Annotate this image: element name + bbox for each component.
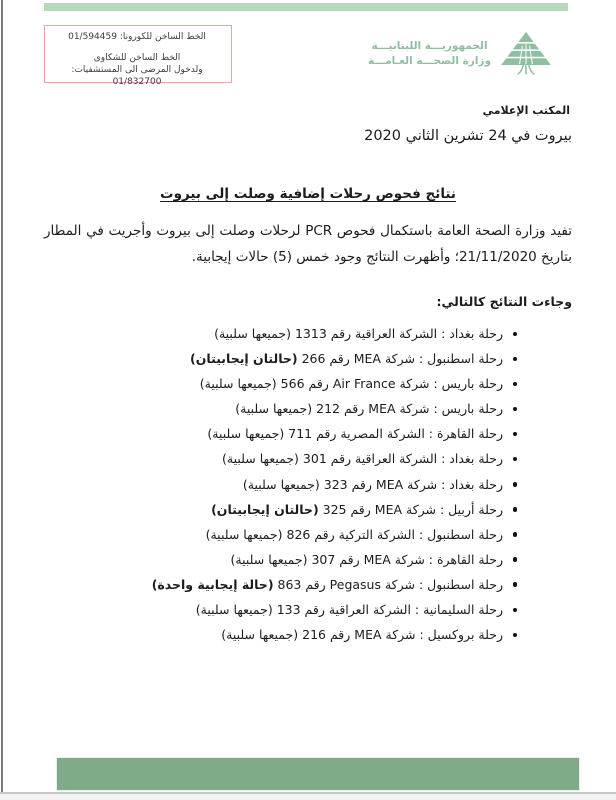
footer-green-bar bbox=[56, 757, 580, 791]
bullet-icon bbox=[513, 432, 518, 437]
flight-result: (حالتان إيجابيتان) bbox=[211, 501, 319, 517]
flight-result: (جميعها سلبية) bbox=[199, 376, 277, 392]
flight-result: (جميعها سلبية) bbox=[221, 627, 299, 643]
flight-result: (جميعها سلبية) bbox=[230, 551, 308, 567]
bullet-icon bbox=[513, 332, 518, 337]
flight-label: رحلة بغداد : الشركة العراقية رقم 301 bbox=[298, 451, 503, 467]
bullet-icon bbox=[513, 507, 518, 512]
flight-list-item bbox=[60, 547, 519, 572]
flight-list-item bbox=[60, 597, 519, 622]
ministry-logo-text bbox=[368, 39, 491, 69]
flight-result: (حالتان إيجابيتان) bbox=[190, 351, 298, 367]
document-title: نتائج فحوص رحلات إضافية وصلت إلى بيروت bbox=[160, 186, 456, 202]
flight-list-item bbox=[60, 396, 519, 421]
bullet-icon bbox=[513, 407, 518, 412]
bullet-icon bbox=[513, 382, 518, 387]
page-bottom-background bbox=[0, 794, 616, 800]
flight-result: (حالة إيجابية واحدة) bbox=[151, 576, 274, 592]
flight-label: رحلة اسطنبول : شركة Pegasus رقم 863 bbox=[273, 576, 503, 592]
flight-label: رحلة السليمانية : الشركة العراقية رقم 133 bbox=[272, 602, 503, 618]
complaints-hotline-line1: الخط الساخن للشكاوى bbox=[93, 53, 181, 63]
flight-label: رحلة باريس : شركة Air France رقم 566 bbox=[276, 376, 503, 392]
dateline: بيروت في 24 تشرين الثاني 2020 bbox=[364, 128, 572, 144]
flight-result: (جميعها سلبية) bbox=[207, 426, 285, 442]
flight-list-item bbox=[60, 472, 519, 497]
flight-label: رحلة اسطنبول : شركة MEA رقم 266 bbox=[297, 351, 503, 367]
header-green-bar bbox=[44, 3, 568, 11]
flight-label: رحلة القاهرة : شركة MEA رقم 307 bbox=[307, 551, 503, 567]
flight-label: رحلة بغداد : شركة MEA رقم 323 bbox=[319, 476, 503, 492]
logo-line-ministry: وزارة الصحـــة العـامـــة bbox=[368, 55, 491, 67]
flight-list-item bbox=[60, 572, 519, 597]
flight-list-item bbox=[60, 421, 519, 446]
cedar-tree-icon bbox=[498, 31, 554, 77]
flight-result: (جميعها سلبية) bbox=[195, 602, 273, 618]
flight-list-item bbox=[60, 622, 519, 647]
bullet-icon bbox=[513, 457, 518, 462]
ministry-logo bbox=[368, 31, 554, 77]
bullet-icon bbox=[513, 557, 518, 562]
flight-label: رحلة القاهرة : الشركة المصرية رقم 711 bbox=[284, 426, 503, 442]
flight-label: رحلة بغداد : الشركة العراقية رقم 1313 bbox=[290, 326, 503, 341]
flight-result: (جميعها سلبية) bbox=[205, 526, 283, 542]
corona-hotline: الخط الساخن للكورونا: 01/594459 bbox=[68, 32, 206, 42]
flight-result: (جميعها سلبية) bbox=[222, 451, 299, 467]
bullet-icon bbox=[513, 532, 518, 537]
bullet-icon bbox=[513, 482, 518, 487]
flight-list-item bbox=[60, 371, 519, 396]
flight-result: (جميعها سلبية) bbox=[235, 401, 313, 417]
flight-label: رحلة باريس : شركة MEA رقم 212 bbox=[312, 401, 503, 417]
flight-list-item bbox=[60, 497, 519, 522]
media-office-label: المكتب الإعلامي bbox=[482, 104, 570, 117]
bullet-icon bbox=[513, 582, 518, 587]
flight-label: رحلة أربيل : شركة MEA رقم 325 bbox=[318, 501, 503, 517]
flight-list-item bbox=[60, 522, 519, 547]
bullet-icon bbox=[513, 633, 518, 638]
results-heading: وجاءت النتائج كالتالي: bbox=[436, 294, 572, 309]
flight-result: (جميعها سلبية) bbox=[242, 476, 320, 492]
scan-edge-line bbox=[1, 0, 3, 794]
complaints-hotline-line2: ولدخول المرضى الى المستشفيات: 01/832700 bbox=[71, 65, 203, 87]
flight-label: رحلة بروكسيل : شركة MEA رقم 216 bbox=[298, 627, 503, 643]
bullet-icon bbox=[513, 608, 518, 613]
body-paragraph: تفيد وزارة الصحة العامة باستكمال فحوص PCR لرحلات وصلت إلى بيروت وأجريت في المطار بتاريخ 21/11/2020؛ وأظهرت النتائج وجود خمس (5) حالات إيجابية. bbox=[44, 223, 573, 265]
flight-list-item bbox=[60, 321, 519, 346]
flight-result: (جميعها سلبية) bbox=[214, 326, 291, 341]
flight-label: رحلة اسطنبول : الشركة التركية رقم 826 bbox=[282, 526, 503, 542]
hotline-box bbox=[44, 25, 232, 87]
logo-line-republic: الجمهوريـــة اللبنانيـــة bbox=[371, 40, 488, 52]
flight-list-item bbox=[60, 446, 519, 471]
flight-list bbox=[60, 321, 519, 647]
bullet-icon bbox=[513, 357, 518, 362]
flight-list-item bbox=[60, 346, 519, 371]
